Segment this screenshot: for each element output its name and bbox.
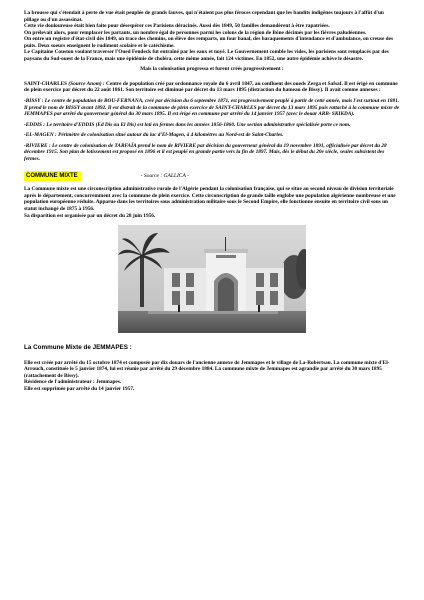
jemmapes-title: La Commune Mixte de JEMMAPES : bbox=[24, 344, 132, 352]
jemmapes-paragraph-1: Elle est créée par arrêté du 15 octobre 1874 et composée par dix douars de l'ancienne annexe de Jemmapes et le village de La-Robertsau. La commune mixte d'El-Arrouch, constituée le 5 janvier 1874, lui est réunie par arrêté du 29 décembre 1884. La commune mixte de Jemmapes est agrandie par arrêté du 30 mars 1895 (rattachement de Bissy). bbox=[24, 359, 390, 379]
intro-paragraph-3: On prélevait alors, pour remplacer les partants, un nombre égal de personnes parmi les colons de la région de Bône décimés par les fièvres paludéennes. bbox=[24, 29, 367, 36]
intro-paragraph-1: La brousse qui s'étendait à perte de vue était peuplée de grands fauves, qui n'étaient pas plus féroces cependant que les bandits indigènes toujours à l'affût d'un pillage ou d'un assassinat. bbox=[24, 10, 384, 23]
saint-charles-name: SAINT-CHARLES bbox=[24, 80, 68, 87]
bissy-annex: -BISSY : Le centre de population de BOU-FERNANA, créé par décision du 6 septembre 1871, est progressivement peuplé à partir de cette année, mais l'est surtout en 1881. Il prend le nom de BISSY avant 1892. Il est distrait de la commune de plein exercice de SAINT-CHARLES par décret du 13 mars 1895 puis rattaché à la commune mixte de JEMMAPES par arrêté du gouverneur général du 30 mars 1895. Il est érigé en commune par arrêté du 14 janvier 1957 (avec le douar ARB- SKIKDA). bbox=[24, 98, 400, 118]
saint-charles-paragraph bbox=[24, 81, 400, 94]
jemmapes-paragraph-3: Elle est supprimée par arrêté du 14 janvier 1957. bbox=[24, 385, 135, 392]
eddis-annex: -EDDIS : Le territoire d'EDDIS (Ed Dis ou El Dis) est loti en fermes dans les années 1856-1860. Une section administrative spécialisée porte ce nom. bbox=[24, 121, 351, 128]
photo-container bbox=[24, 225, 400, 333]
progress-line: Mais la colonisation progressa et furent créés progressivement : bbox=[140, 66, 284, 73]
el-magen-annex: -EL-MAGEN : Périmètre de colonisation situé autour du lac d'El-Magen, à 4 kilomètres au Nord-est de Saint-Charles. bbox=[24, 132, 284, 139]
saint-charles-text: : Centre de population créé par ordonnance royale du 6 avril 1847, au confluent des oueds Zerga et Safsaf. Il est érigé en commune de plein exercice par décret du 22 août 1861. Son territoire est diminué par décret du 13 mars 1895 (distraction du hameau de Bissy). Il avait comme annexes : bbox=[24, 80, 398, 94]
commune-mixte-body: La Commune mixte est une circonscription administrative rurale de l'Algérie pendant la colonisation française, qui se situe au second niveau de division territoriale après le département, concurremment avec la commune de plein exercice. Cette circonscription de grande taille englobe une population algérienne nombreuse et une population européenne réduite. Apparue dans les territoires sous administration militaire sous le Second Empire, elle fonctionne ensuite en territoire civil sous un statut inchangé de 1875 à 1956. bbox=[24, 186, 396, 213]
riviere-annex: -RIVIERE : Le centre de colonisation de TARFAÏA prend le nom de RIVIERE par décision du gouverneur général du 19 novembre 1891, officialisée par décret du 28 décembre 1915. Son plan de lotissement est proposé en 1896 et il est peuplé en grande partie vers la fin de 1897. Mais, dès le début du 20e siècle, seules subsistent des fermes. bbox=[24, 142, 387, 162]
commune-mixte-header bbox=[24, 170, 400, 182]
intro-paragraph-5: Le Capitaine Couston voulant traverser l'Oued Fendeck fut entraîné par les eaux et noyé. Le Gouvernement comble les vides, les parisiens sont remplacés par des paysans du Sud-ouest de la France, mais une épidémie de choléra, cette même année, fait 124 victimes. En 1852, une autre épidémie achève le désastre. bbox=[24, 49, 389, 62]
town-hall-photo bbox=[118, 225, 306, 333]
intro-paragraph-2: Cette vie douloureuse était bien faite pour désespérer ces Parisiens déracinés. Aussi dès 1849, 50 familles demandèrent à être rapatriées. bbox=[24, 23, 330, 30]
commune-mixte-source: - Source : GALLICA - bbox=[140, 173, 189, 180]
intro-paragraph-4: On entre un registre d'état-civil dès 1849, on trace des chemins, on élève des remparts, un four banal, des baraquements d'intendance et d'ambulance, on creuse des puits. Deux soeurs enseignent le rudiment scolaire et le catéchisme. bbox=[24, 36, 394, 49]
commune-mixte-end: Sa disparition est organisée par un décret du 28 juin 1956. bbox=[24, 212, 156, 219]
commune-mixte-title: COMMUNE MIXTE bbox=[24, 171, 81, 181]
saint-charles-source: (Source Anom) bbox=[67, 80, 102, 87]
document-page bbox=[24, 10, 400, 392]
jemmapes-paragraph-2: Résidence de l'administrateur : Jemmapes. bbox=[24, 379, 122, 386]
